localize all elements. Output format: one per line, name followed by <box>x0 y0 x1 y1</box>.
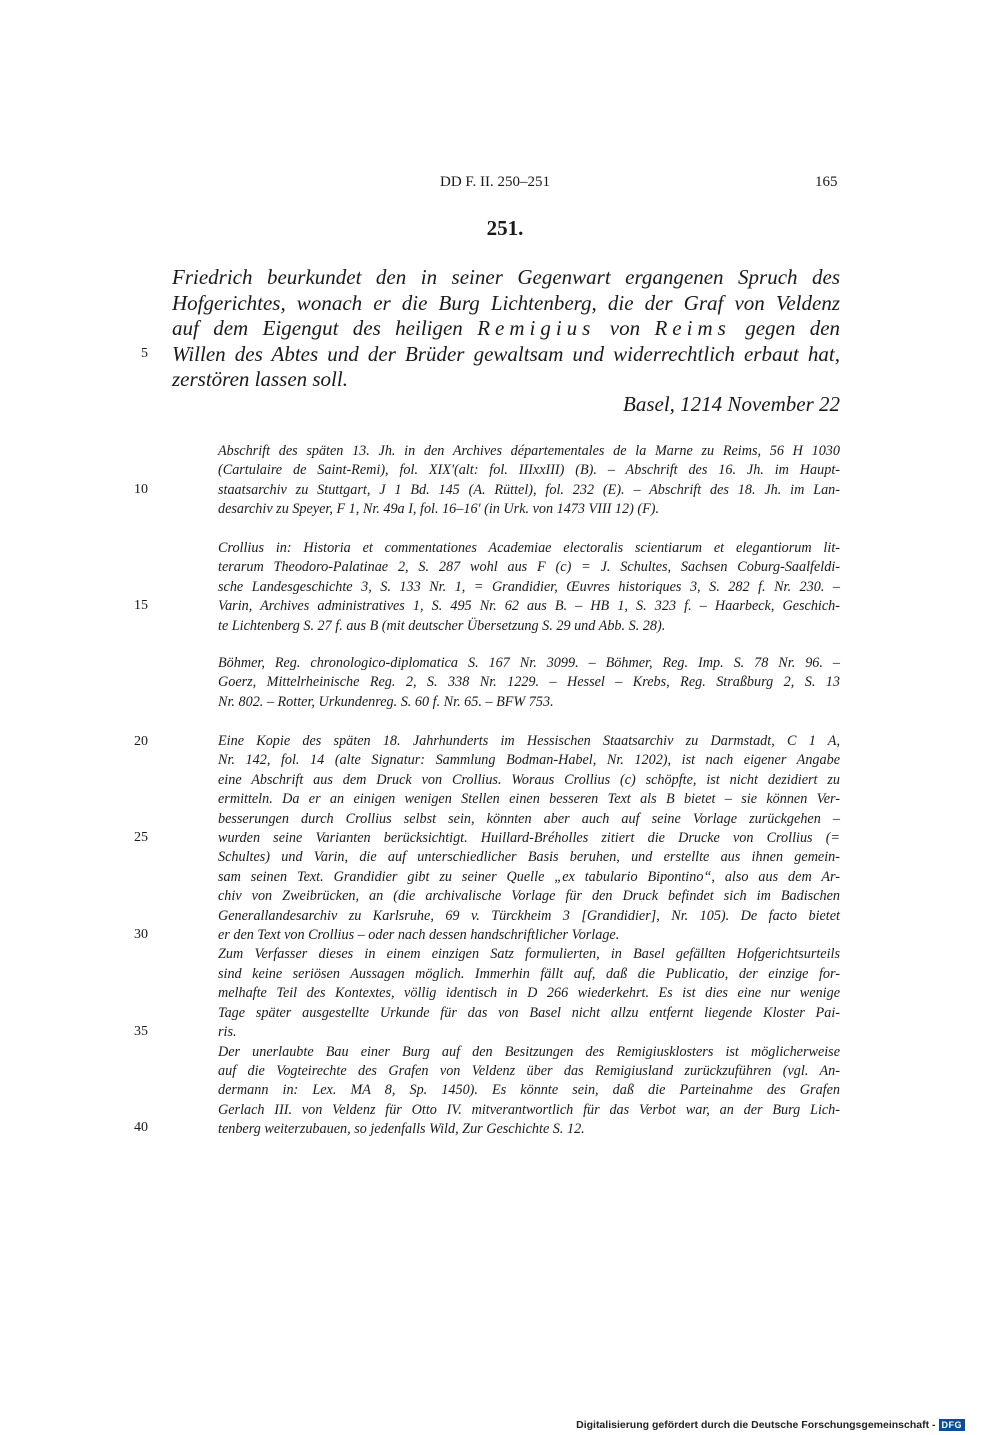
note-line: Tage später ausgestellte Urkunde für das von Basel nicht allzu entfernt liegende Kloster Pai- <box>218 1004 840 1021</box>
note-regesta <box>218 654 840 712</box>
note-line: wurden seine Varianten berücksichtigt. Huillard-Bréholles zitiert die Drucke von Crollius (= <box>218 830 840 847</box>
note-line: desarchiv zu Speyer, F 1, Nr. 49a I, fol. 16–16' (in Urk. von 1473 VIII 12) (F). <box>218 501 660 518</box>
note-line: Nr. 142, fol. 14 (alte Signatur: Sammlung Bodman-Habel, Nr. 1202), ist nach eigener Angabe <box>218 752 840 769</box>
footer-credit-text: Digitalisierung gefördert durch die Deutsche Forschungsgemeinschaft - <box>576 1419 936 1431</box>
note-line: (Cartulaire de Saint-Remi), fol. XIX'(alt: fol. IIIxxIII) (B). – Abschrift des 16. Jh. im Haupt- <box>218 462 840 479</box>
regest-name-spaced: Reims <box>654 316 731 340</box>
regest-line <box>172 316 840 342</box>
note-line: eine Abschrift aus dem Druck von Crollius. Woraus Crollius (c) schöpfte, ist nicht dezidiert zu <box>218 771 840 788</box>
line-number: 20 <box>134 734 148 749</box>
note-line: ris. <box>218 1024 237 1041</box>
page-number: 165 <box>815 174 838 190</box>
line-number: 10 <box>134 482 148 497</box>
regest-line: zerstören lassen soll. <box>172 367 348 391</box>
line-number: 30 <box>134 927 148 942</box>
note-line: Generallandesarchiv zu Karlsruhe, 69 v. Türckheim 3 [Grandidier], Nr. 105). De facto bietet <box>218 907 840 924</box>
note-line: ermitteln. Da er an einigen wenigen Stellen einen besseren Text als B bietet – sie können Ver- <box>218 791 840 808</box>
note-line: Zum Verfasser dieses in einem einzigen Satz formulierten, in Basel gefällten Hofgerichtsurteils <box>218 946 840 963</box>
regest-text: auf dem Eigengut des heiligen <box>172 316 463 340</box>
regest-name-spaced: Remigius <box>477 316 596 340</box>
note-line: besserungen durch Crollius selbst sein, könnten aber auch auf seine Vorlage zurückgehen – <box>218 810 840 827</box>
note-line: dermann in: Lex. MA 8, Sp. 1450). Es könnte sein, daß die Parteinahme des Grafen <box>218 1082 840 1099</box>
footer-credit <box>576 1419 965 1431</box>
regest-text: gegen den <box>745 316 841 340</box>
line-number: 40 <box>134 1120 148 1135</box>
note-line: Der unerlaubte Bau einer Burg auf den Besitzungen des Remigiusklosters ist möglicherweise <box>218 1043 840 1060</box>
note-line: chiv von Zweibrücken, an (die archivalische Vorlage für den Druck befindet sich im Badischen <box>218 888 840 905</box>
note-line: Böhmer, Reg. chronologico-diplomatica S. 167 Nr. 3099. – Böhmer, Reg. Imp. S. 78 Nr. 96. – <box>218 655 840 671</box>
note-line: Gerlach III. von Veldenz für Otto IV. mitverantwortlich für das Verbot war, an der Burg Lich- <box>218 1101 840 1118</box>
note-line: Eine Kopie des späten 18. Jahrhunderts im Hessischen Staatsarchiv zu Darmstadt, C 1 A, <box>218 733 840 749</box>
note-line: Crollius in: Historia et commentationes Academiae electoralis scientiarum et elegantiorum lit- <box>218 540 840 556</box>
note-line: tenberg weiterzubauen, so jedenfalls Wild, Zur Geschichte S. 12. <box>218 1121 585 1138</box>
note-line: melhafte Teil des Kontextes, völlig identisch in D 266 wiederkehrt. Es ist dies eine nur wenige <box>218 985 840 1002</box>
note-line: Varin, Archives administratives 1, S. 495 Nr. 62 aus B. – HB 1, S. 323 f. – Haarbeck, Geschich- <box>218 598 840 615</box>
running-title: DD F. II. 250–251 <box>440 174 551 190</box>
dateline: Basel, 1214 November 22 <box>623 392 840 416</box>
note-line: sind keine seriösen Aussagen möglich. Immerhin fällt auf, daß die Publicatio, der einzige for- <box>218 965 840 982</box>
note-line: Abschrift des späten 13. Jh. in den Archives départementales de la Marne zu Reims, 56 H 1030 <box>218 443 840 459</box>
note-commentary <box>218 732 840 1140</box>
note-line: sche Landesgeschichte 3, S. 133 Nr. 1, = Grandidier, Œuvres historiques 3, S. 282 f. Nr. 230. – <box>218 578 840 595</box>
note-line: staatsarchiv zu Stuttgart, J 1 Bd. 145 (A. Rüttel), fol. 232 (E). – Abschrift des 18. Jh. im Lan- <box>218 481 840 498</box>
line-number: 25 <box>134 830 148 845</box>
document-number: 251. <box>486 216 524 240</box>
regest-line: Friedrich beurkundet den in seiner Gegenwart ergangenen Spruch des <box>172 265 840 289</box>
note-line: te Lichtenberg S. 27 f. aus B (mit deutscher Übersetzung S. 29 und Abb. S. 28). <box>218 617 666 634</box>
note-line: auf die Vogteirechte des Grafen von Veldenz über das Remigiusland zurückzuführen (vgl. An- <box>218 1062 840 1079</box>
note-line: Goerz, Mittelrheinische Reg. 2, S. 338 Nr. 1229. – Hessel – Krebs, Reg. Straßburg 2, S. 13 <box>218 674 840 691</box>
note-line: terarum Theodoro-Palatinae 2, S. 287 wohl aus F (c) = J. Schultes, Sachsen Coburg-Saalfeldi- <box>218 559 840 576</box>
regest-text: von <box>609 316 641 340</box>
line-number: 35 <box>134 1024 148 1039</box>
regest <box>172 265 840 393</box>
note-tradition <box>218 442 840 520</box>
line-number: 15 <box>134 598 148 613</box>
regest-line: Hofgerichtes, wonach er die Burg Lichtenberg, die der Graf von Veldenz <box>172 290 840 315</box>
note-editions <box>218 539 840 636</box>
note-line: sam seinen Text. Grandidier gibt zu seiner Quelle „ex tabulario Bipontino“, also aus dem Ar- <box>218 868 840 885</box>
note-line: Schultes) und Varin, die auf unterschiedlicher Basis beruhen, und erstellte aus ihnen gemein- <box>218 849 840 866</box>
note-line: er den Text von Crollius – oder nach dessen handschriftlicher Vorlage. <box>218 927 620 944</box>
note-line: Nr. 802. – Rotter, Urkundenreg. S. 60 f. Nr. 65. – BFW 753. <box>218 693 554 710</box>
line-number: 5 <box>141 346 148 361</box>
regest-line: Willen des Abtes und der Brüder gewaltsam und widerrechtlich erbaut hat, <box>172 341 840 366</box>
dfg-logo: DFG <box>939 1419 966 1431</box>
